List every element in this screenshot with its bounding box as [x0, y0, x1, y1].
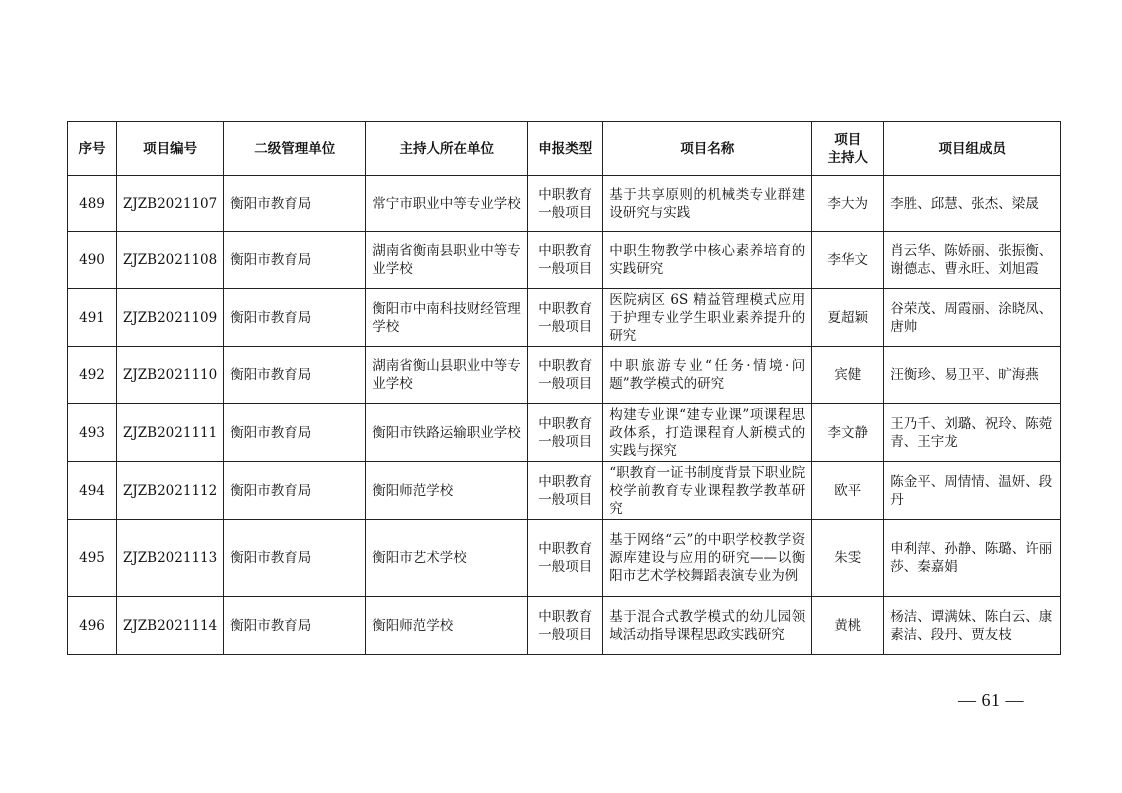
- cell-project-name: “职教育一证书制度背景下职业院校学前教育专业课程教学教革研究: [603, 462, 812, 520]
- cell-host-unit: 衡阳师范学校: [366, 462, 528, 520]
- cell-project-name: 医院病区 6S 精益管理模式应用于护理专业学生职业素养提升的研究: [603, 289, 812, 347]
- cell-host-unit: 湖南省衡南县职业中等专业学校: [366, 232, 528, 289]
- cell-host-unit: 衡阳师范学校: [366, 597, 528, 655]
- header-host: [812, 122, 884, 176]
- cell-type: 中职教育一般项目: [528, 404, 603, 462]
- cell-type: 中职教育一般项目: [528, 289, 603, 347]
- table-row: [68, 520, 1061, 597]
- header-unit-level2: 二级管理单位: [224, 122, 366, 176]
- cell-host: 宾健: [812, 347, 884, 404]
- cell-members: 申利萍、孙静、陈璐、许丽莎、秦嘉娟: [884, 520, 1061, 597]
- table-body: [68, 176, 1061, 655]
- cell-project-name: 构建专业课“建专业课”项课程思政体系，打造课程育人新模式的实践与探究: [603, 404, 812, 462]
- table-row: [68, 232, 1061, 289]
- cell-host-unit: 湖南省衡山县职业中等专业学校: [366, 347, 528, 404]
- cell-members: 汪衡珍、易卫平、旷海燕: [884, 347, 1061, 404]
- cell-host-unit: 衡阳市中南科技财经管理学校: [366, 289, 528, 347]
- cell-index: 496: [68, 597, 117, 655]
- cell-members: 王乃千、刘璐、祝玲、陈菀青、王宇龙: [884, 404, 1061, 462]
- cell-unit-level2: 衡阳市教育局: [224, 520, 366, 597]
- cell-type: 中职教育一般项目: [528, 232, 603, 289]
- cell-index: 490: [68, 232, 117, 289]
- cell-index: 493: [68, 404, 117, 462]
- cell-unit-level2: 衡阳市教育局: [224, 462, 366, 520]
- project-table: [67, 121, 1061, 655]
- cell-project-name: 中职旅游专业“任务·情境·问题”教学模式的研究: [603, 347, 812, 404]
- header-host-line2: 主持人: [827, 149, 868, 166]
- cell-index: 491: [68, 289, 117, 347]
- cell-project-no: ZJZB2021114: [117, 597, 224, 655]
- cell-project-no: ZJZB2021112: [117, 462, 224, 520]
- cell-host-unit: 衡阳市艺术学校: [366, 520, 528, 597]
- cell-project-no: ZJZB2021111: [117, 404, 224, 462]
- cell-unit-level2: 衡阳市教育局: [224, 232, 366, 289]
- cell-host: 黄桃: [812, 597, 884, 655]
- table-row: [68, 462, 1061, 520]
- cell-type: 中职教育一般项目: [528, 176, 603, 232]
- cell-project-no: ZJZB2021109: [117, 289, 224, 347]
- cell-host: 李文静: [812, 404, 884, 462]
- table-row: [68, 176, 1061, 232]
- cell-type: 中职教育一般项目: [528, 520, 603, 597]
- cell-project-name: 中职生物教学中核心素养培育的实践研究: [603, 232, 812, 289]
- cell-members: 李胜、邱慧、张杰、梁晟: [884, 176, 1061, 232]
- header-host-line1: 项目: [834, 131, 862, 148]
- header-index: 序号: [68, 122, 117, 176]
- table-header-row: [68, 122, 1061, 176]
- header-project-no: 项目编号: [117, 122, 224, 176]
- header-members: 项目组成员: [884, 122, 1061, 176]
- cell-project-name: 基于共享原则的机械类专业群建设研究与实践: [603, 176, 812, 232]
- cell-unit-level2: 衡阳市教育局: [224, 347, 366, 404]
- cell-index: 492: [68, 347, 117, 404]
- cell-host: 李华文: [812, 232, 884, 289]
- cell-unit-level2: 衡阳市教育局: [224, 597, 366, 655]
- cell-host: 朱雯: [812, 520, 884, 597]
- cell-type: 中职教育一般项目: [528, 347, 603, 404]
- cell-project-no: ZJZB2021108: [117, 232, 224, 289]
- cell-host: 欧平: [812, 462, 884, 520]
- cell-project-name: 基于混合式教学模式的幼儿园领域活动指导课程思政实践研究: [603, 597, 812, 655]
- header-project-name: 项目名称: [603, 122, 812, 176]
- cell-index: 495: [68, 520, 117, 597]
- cell-host-unit: 常宁市职业中等专业学校: [366, 176, 528, 232]
- header-type: 申报类型: [528, 122, 603, 176]
- cell-index: 489: [68, 176, 117, 232]
- table-row: [68, 597, 1061, 655]
- cell-members: 肖云华、陈娇丽、张振衡、谢德志、曹永旺、刘旭霞: [884, 232, 1061, 289]
- cell-host: 夏超颖: [812, 289, 884, 347]
- page-number: — 61 —: [958, 690, 1024, 710]
- cell-project-no: ZJZB2021113: [117, 520, 224, 597]
- cell-type: 中职教育一般项目: [528, 462, 603, 520]
- cell-project-no: ZJZB2021107: [117, 176, 224, 232]
- cell-host-unit: 衡阳市铁路运输职业学校: [366, 404, 528, 462]
- cell-members: 陈金平、周情情、温妍、段丹: [884, 462, 1061, 520]
- cell-project-no: ZJZB2021110: [117, 347, 224, 404]
- cell-unit-level2: 衡阳市教育局: [224, 404, 366, 462]
- table-row: [68, 347, 1061, 404]
- cell-type: 中职教育一般项目: [528, 597, 603, 655]
- header-host-unit: 主持人所在单位: [366, 122, 528, 176]
- cell-unit-level2: 衡阳市教育局: [224, 176, 366, 232]
- cell-members: 杨洁、谭满妹、陈白云、康素洁、段丹、贾友枝: [884, 597, 1061, 655]
- cell-unit-level2: 衡阳市教育局: [224, 289, 366, 347]
- cell-members: 谷荣茂、周霞丽、涂晓凤、唐帅: [884, 289, 1061, 347]
- cell-project-name: 基于网络“云”的中职学校教学资源库建设与应用的研究——以衡阳市艺术学校舞蹈表演专业为例: [603, 520, 812, 597]
- table-row: [68, 289, 1061, 347]
- cell-index: 494: [68, 462, 117, 520]
- cell-host: 李大为: [812, 176, 884, 232]
- table-row: [68, 404, 1061, 462]
